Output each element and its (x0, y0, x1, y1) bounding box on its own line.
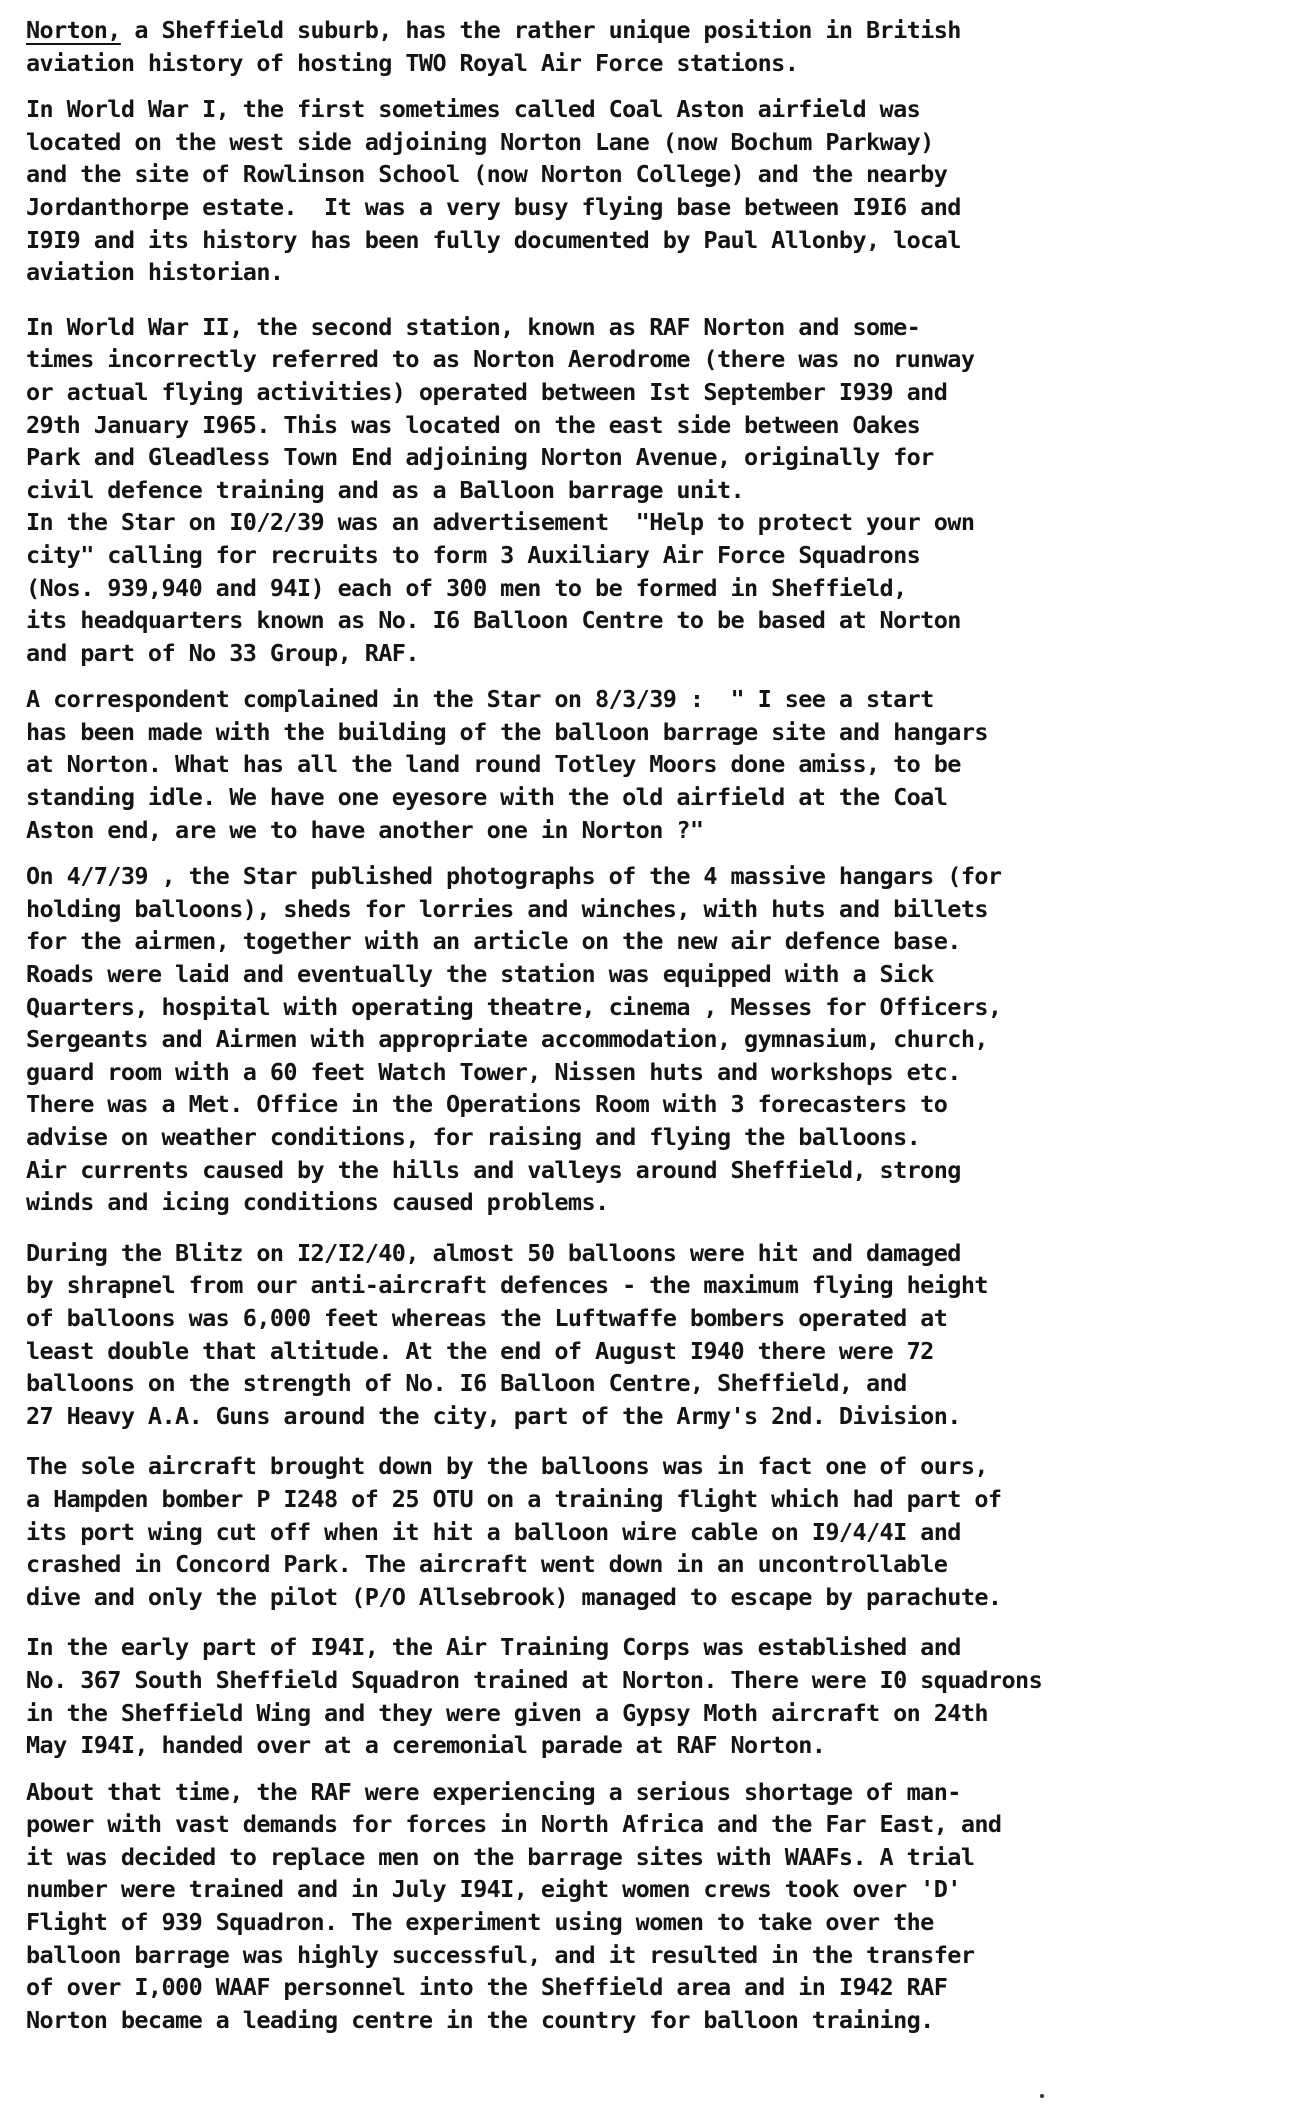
text-line: Air currents caused by the hills and valleys around Sheffield, strong (26, 1155, 961, 1184)
text-line: A correspondent complained in the Star on 8/3/39 : " I see a start (26, 685, 934, 714)
text-line: (Nos. 939,940 and 94I) each of 300 men to be formed in Sheffield, (26, 573, 907, 602)
text-line: Norton became a leading centre in the country for balloon training. (26, 2005, 934, 2034)
text-line: guard room with a 60 feet Watch Tower, Nissen huts and workshops etc. (26, 1057, 961, 1086)
text-line: balloon barrage was highly successful, and it resulted in the transfer (26, 1940, 975, 1969)
text-line: In the early part of I94I, the Air Training Corps was established and (26, 1633, 961, 1662)
text-line: times incorrectly referred to as Norton Aerodrome (there was no runway (26, 345, 975, 374)
text-line: Jordanthorpe estate. It was a very busy flying base between I9I6 and (26, 192, 961, 221)
text-line: There was a Met. Office in the Operations Room with 3 forecasters to (26, 1090, 948, 1119)
text-line: In World War II, the second station, known as RAF Norton and some- (26, 312, 921, 341)
paragraph-correspondent (26, 683, 1276, 846)
text-line: Flight of 939 Squadron. The experiment using women to take over the (26, 1908, 934, 1937)
text-line: advise on weather conditions, for raising and flying the balloons. (26, 1123, 921, 1151)
text-line: of balloons was 6,000 feet whereas the Luftwaffe bombers operated at (26, 1303, 948, 1332)
text-line: has been made with the building of the balloon barrage site and hangars (26, 717, 988, 746)
text-line: 29th January I965. This was located on the east side between Oakes (26, 410, 921, 439)
text-line: and part of No 33 Group, RAF. (26, 638, 419, 667)
text-line: number were trained and in July I94I, eight women crews took over 'D' (26, 1875, 961, 1904)
typed-document (26, 14, 1276, 2036)
text-line: civil defence training and as a Balloon barrage unit. (26, 475, 745, 504)
text-line: its headquarters known as No. I6 Balloon Centre to be based at Norton (26, 606, 961, 635)
text-line: dive and only the pilot (P/O Allsebrook) managed to escape by parachute. (26, 1582, 1002, 1611)
text-line: winds and icing conditions caused problems. (26, 1188, 609, 1217)
text-line: Sergeants and Airmen with appropriate accommodation, gymnasium, church, (26, 1025, 988, 1054)
text-line: in the Sheffield Wing and they were given a Gypsy Moth aircraft on 24th (26, 1698, 988, 1727)
text-line: located on the west side adjoining Norton Lane (now Bochum Parkway) (26, 127, 934, 156)
text-line: The sole aircraft brought down by the balloons was in fact one of ours, (26, 1452, 988, 1481)
text-line: On 4/7/39 , the Star published photographs of the 4 massive hangars (for (26, 862, 1002, 891)
paragraph-waaf (26, 1776, 1276, 2037)
text-line: 27 Heavy A.A. Guns around the city, part of the Army's 2nd. Division. (26, 1401, 961, 1430)
text-line: Roads were laid and eventually the station was equipped with a Sick (26, 960, 934, 989)
text-line: and the site of Rowlinson School (now Norton College) and the nearby (26, 160, 948, 189)
text-line: crashed in Concord Park. The aircraft went down in an uncontrollable (26, 1550, 948, 1579)
text-line: About that time, the RAF were experiencing a serious shortage of man- (26, 1777, 961, 1806)
paragraph-blitz (26, 1237, 1276, 1433)
underlined-word: Norton, (26, 16, 121, 44)
paragraph-ww1 (26, 93, 1276, 289)
paragraph-air-training-corps (26, 1631, 1276, 1761)
text-line: it was decided to replace men on the barrage sites with WAAFs. A trial (26, 1842, 975, 1871)
text-line: In World War I, the first sometimes called Coal Aston airfield was (26, 95, 921, 124)
text-line: No. 367 South Sheffield Squadron trained at Norton. There were I0 squadrons (26, 1665, 1043, 1694)
text-line: aviation history of hosting TWO Royal Air Force stations. (26, 48, 799, 77)
text-line: Park and Gleadless Town End adjoining Norton Avenue, originally for (26, 443, 934, 472)
text-line: power with vast demands for forces in North Africa and the Far East, and (26, 1810, 1002, 1839)
scan-speck (1040, 2094, 1044, 2098)
text-line: for the airmen, together with an article on the new air defence base. (26, 927, 961, 956)
text-line: of over I,000 WAAF personnel into the Sheffield area and in I942 RAF (26, 1973, 948, 2002)
text-line: May I94I, handed over at a ceremonial parade at RAF Norton. (26, 1731, 826, 1760)
paragraph-ww2 (26, 311, 1276, 670)
text-line: I9I9 and its history has been fully documented by Paul Allonby, local (26, 225, 961, 254)
text-line: a Hampden bomber P I248 of 25 OTU on a training flight which had part of (26, 1484, 1002, 1513)
paragraph-hampden-bomber (26, 1450, 1276, 1613)
text-line: holding balloons), sheds for lorries and winches, with huts and billets (26, 894, 988, 923)
text-line: Quarters, hospital with operating theatre, cinema , Messes for Officers, (26, 992, 1002, 1021)
text-line: by shrapnel from our anti-aircraft defences - the maximum flying height (26, 1271, 988, 1300)
text-line: balloons on the strength of No. I6 Balloon Centre, Sheffield, and (26, 1369, 907, 1398)
text-line: In the Star on I0/2/39 was an advertisement "Help to protect your own (26, 508, 975, 537)
text-line: Aston end, are we to have another one in Norton ?" (26, 815, 704, 844)
text-line: city" calling for recruits to form 3 Auxiliary Air Force Squadrons (26, 540, 921, 569)
text-line: at Norton. What has all the land round Totley Moors done amiss, to be (26, 750, 961, 779)
text-line: aviation historian. (26, 258, 284, 287)
text-line: its port wing cut off when it hit a balloon wire cable on I9/4/4I and (26, 1517, 961, 1546)
text-line: Norton, a Sheffield suburb, has the rather unique position in British (26, 16, 961, 44)
paragraph-intro (26, 14, 1276, 79)
text-line: standing idle. We have one eyesore with the old airfield at the Coal (26, 783, 948, 812)
text-line: or actual flying activities) operated between Ist September I939 and (26, 377, 948, 406)
text-line: least double that altitude. At the end of August I940 there were 72 (26, 1336, 934, 1365)
paragraph-station-facilities (26, 860, 1276, 1219)
text-line: During the Blitz on I2/I2/40, almost 50 balloons were hit and damaged (26, 1238, 961, 1267)
